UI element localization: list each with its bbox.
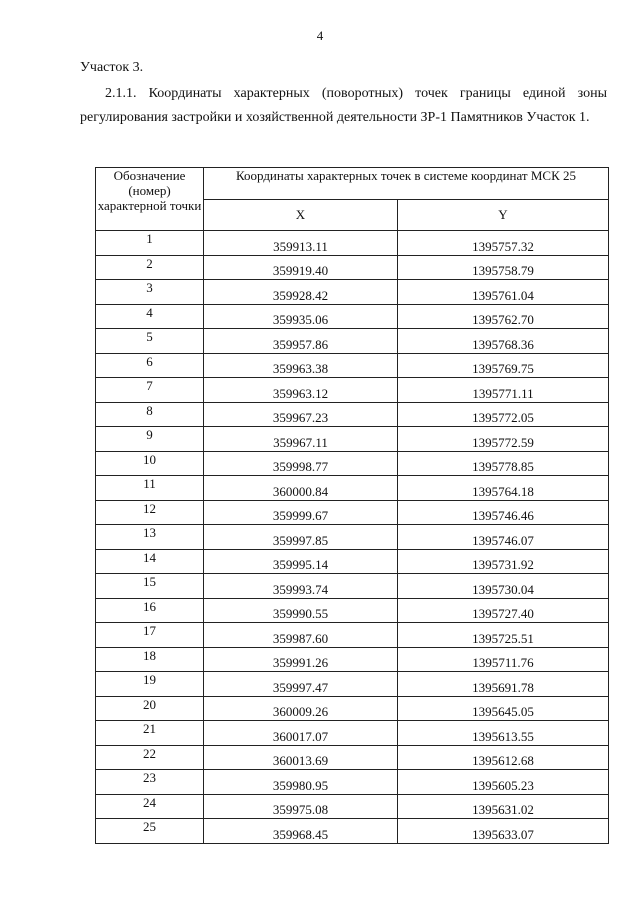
x-coordinate-cell: 360017.07: [204, 721, 398, 746]
table-row: [96, 525, 609, 550]
point-number-cell: 10: [96, 451, 204, 476]
coordinates-table: [95, 167, 609, 844]
table-row: [96, 721, 609, 746]
header-x: X: [204, 199, 398, 231]
x-coordinate-cell: 359997.85: [204, 525, 398, 550]
y-coordinate-cell: 1395772.59: [398, 427, 609, 452]
x-coordinate-cell: 359975.08: [204, 794, 398, 819]
point-number-cell: 1: [96, 231, 204, 256]
point-number-cell: 19: [96, 672, 204, 697]
y-coordinate-cell: 1395762.70: [398, 304, 609, 329]
point-number-cell: 17: [96, 623, 204, 648]
header-coordinates: Координаты характерных точек в системе координат МСК 25: [204, 168, 609, 200]
x-coordinate-cell: 360013.69: [204, 745, 398, 770]
y-coordinate-cell: 1395746.46: [398, 500, 609, 525]
y-coordinate-cell: 1395764.18: [398, 476, 609, 501]
page-number: 4: [316, 28, 324, 43]
table-row: [96, 378, 609, 403]
header-point-number: Обозначение (номер) характерной точки: [96, 168, 204, 231]
point-number-cell: 23: [96, 770, 204, 795]
point-number-cell: 18: [96, 647, 204, 672]
y-coordinate-cell: 1395771.11: [398, 378, 609, 403]
point-number-cell: 16: [96, 598, 204, 623]
section-title: Участок 3.: [80, 60, 144, 75]
point-number-cell: 7: [96, 378, 204, 403]
y-coordinate-cell: 1395757.32: [398, 231, 609, 256]
x-coordinate-cell: 359957.86: [204, 329, 398, 354]
x-coordinate-cell: 360009.26: [204, 696, 398, 721]
table-row: [96, 304, 609, 329]
y-coordinate-cell: 1395612.68: [398, 745, 609, 770]
x-coordinate-cell: 359928.42: [204, 280, 398, 305]
table-row: [96, 255, 609, 280]
x-coordinate-cell: 359991.26: [204, 647, 398, 672]
point-number-cell: 13: [96, 525, 204, 550]
table-row: [96, 672, 609, 697]
point-number-cell: 20: [96, 696, 204, 721]
paragraph-heading: 2.1.1. Координаты характерных (поворотных) точек границы единой зоны регулирования застройки и хозяйственной деятельности ЗР-1 Памятников Участок 1.: [80, 86, 607, 125]
x-coordinate-cell: 359935.06: [204, 304, 398, 329]
table-row: [96, 598, 609, 623]
table-row: [96, 280, 609, 305]
y-coordinate-cell: 1395711.76: [398, 647, 609, 672]
table-row: [96, 770, 609, 795]
y-coordinate-cell: 1395772.05: [398, 402, 609, 427]
table-row: [96, 427, 609, 452]
x-coordinate-cell: 359993.74: [204, 574, 398, 599]
point-number-cell: 12: [96, 500, 204, 525]
table-row: [96, 696, 609, 721]
point-number-cell: 9: [96, 427, 204, 452]
y-coordinate-cell: 1395605.23: [398, 770, 609, 795]
y-coordinate-cell: 1395725.51: [398, 623, 609, 648]
y-coordinate-cell: 1395631.02: [398, 794, 609, 819]
x-coordinate-cell: 359968.45: [204, 819, 398, 844]
point-number-cell: 22: [96, 745, 204, 770]
table-row: [96, 451, 609, 476]
y-coordinate-cell: 1395633.07: [398, 819, 609, 844]
table-row: [96, 623, 609, 648]
table-row: [96, 574, 609, 599]
x-coordinate-cell: 359913.11: [204, 231, 398, 256]
x-coordinate-cell: 359967.23: [204, 402, 398, 427]
x-coordinate-cell: 359997.47: [204, 672, 398, 697]
x-coordinate-cell: 359963.12: [204, 378, 398, 403]
table-row: [96, 329, 609, 354]
table-row: [96, 819, 609, 844]
point-number-cell: 2: [96, 255, 204, 280]
point-number-cell: 24: [96, 794, 204, 819]
point-number-cell: 14: [96, 549, 204, 574]
y-coordinate-cell: 1395761.04: [398, 280, 609, 305]
table-row: [96, 647, 609, 672]
y-coordinate-cell: 1395613.55: [398, 721, 609, 746]
point-number-cell: 8: [96, 402, 204, 427]
y-coordinate-cell: 1395645.05: [398, 696, 609, 721]
x-coordinate-cell: 359919.40: [204, 255, 398, 280]
point-number-cell: 3: [96, 280, 204, 305]
y-coordinate-cell: 1395768.36: [398, 329, 609, 354]
point-number-cell: 15: [96, 574, 204, 599]
table-row: [96, 745, 609, 770]
table-row: [96, 500, 609, 525]
x-coordinate-cell: 359999.67: [204, 500, 398, 525]
table-row: [96, 353, 609, 378]
x-coordinate-cell: 359980.95: [204, 770, 398, 795]
point-number-cell: 5: [96, 329, 204, 354]
y-coordinate-cell: 1395769.75: [398, 353, 609, 378]
x-coordinate-cell: 360000.84: [204, 476, 398, 501]
x-coordinate-cell: 359998.77: [204, 451, 398, 476]
header-y: Y: [398, 199, 609, 231]
point-number-cell: 25: [96, 819, 204, 844]
y-coordinate-cell: 1395731.92: [398, 549, 609, 574]
y-coordinate-cell: 1395727.40: [398, 598, 609, 623]
x-coordinate-cell: 359987.60: [204, 623, 398, 648]
table-row: [96, 231, 609, 256]
table-row: [96, 402, 609, 427]
x-coordinate-cell: 359963.38: [204, 353, 398, 378]
y-coordinate-cell: 1395778.85: [398, 451, 609, 476]
point-number-cell: 21: [96, 721, 204, 746]
point-number-cell: 4: [96, 304, 204, 329]
table-row: [96, 476, 609, 501]
point-number-cell: 6: [96, 353, 204, 378]
point-number-cell: 11: [96, 476, 204, 501]
y-coordinate-cell: 1395746.07: [398, 525, 609, 550]
table-row: [96, 794, 609, 819]
x-coordinate-cell: 359967.11: [204, 427, 398, 452]
y-coordinate-cell: 1395730.04: [398, 574, 609, 599]
x-coordinate-cell: 359995.14: [204, 549, 398, 574]
table-row: [96, 549, 609, 574]
x-coordinate-cell: 359990.55: [204, 598, 398, 623]
y-coordinate-cell: 1395691.78: [398, 672, 609, 697]
y-coordinate-cell: 1395758.79: [398, 255, 609, 280]
